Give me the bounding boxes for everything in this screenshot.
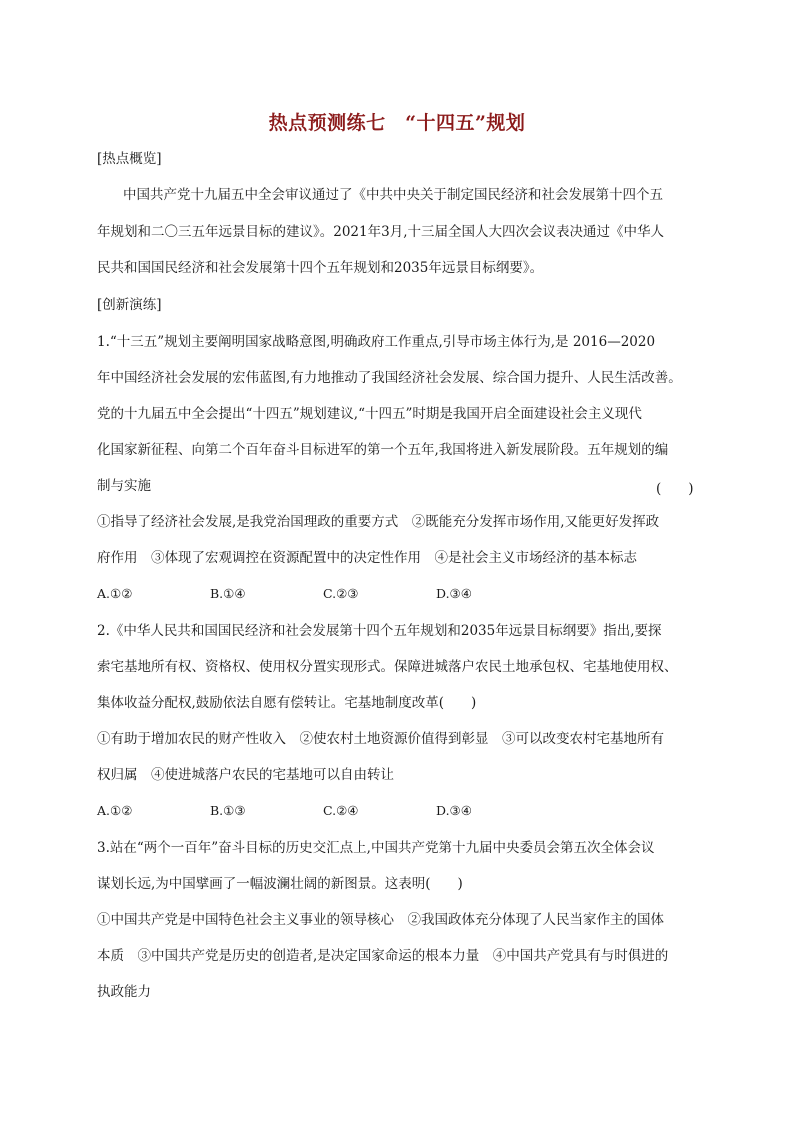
- option-d: D.③④: [436, 803, 472, 818]
- option-c: C.②④: [323, 803, 359, 818]
- question-1-statement: 府作用 ③体现了宏观调控在资源配置中的决定性作用 ④是社会主义市场经济的基本标志: [97, 550, 637, 566]
- option-c: C.②③: [323, 586, 359, 601]
- question-3-statement: ①中国共产党是中国特色社会主义事业的领导核心 ②我国政体充分体现了人民当家作主的国体: [97, 912, 664, 928]
- question-2-options: [97, 803, 472, 818]
- question-1-line: 化国家新征程、向第二个百年奋斗目标进军的第一个五年,我国将进入新发展阶段。五年规划的编: [97, 442, 669, 458]
- option-b: B.①③: [210, 803, 246, 818]
- option-b: B.①④: [210, 586, 246, 601]
- overview-line: 民共和国国民经济和社会发展第十四个五年规划和2035年远景目标纲要》。: [97, 260, 544, 276]
- overview-line: 年规划和二〇三五年远景目标的建议》。2021年3月,十三届全国人大四次会议表决通过《中华人: [97, 224, 664, 240]
- question-3-line: 3.站在“两个一百年”奋斗目标的历史交汇点上,中国共产党第十九届中央委员会第五次全体会议: [97, 840, 655, 856]
- question-2-line: 2.《中华人民共和国国民经济和社会发展第十四个五年规划和2035年远景目标纲要》指出,要探: [97, 623, 662, 639]
- question-3-statement: 执政能力: [97, 984, 151, 1000]
- question-2-line: 集体收益分配权,鼓励依法自愿有偿转让。宅基地制度改革( ): [97, 695, 477, 711]
- question-3-statement: 本质 ③中国共产党是历史的创造者,是决定国家命运的根本力量 ④中国共产党具有与时俱进的: [97, 948, 669, 964]
- question-1-options: [97, 586, 472, 601]
- option-a: A.①②: [97, 803, 133, 818]
- page-title: 热点预测练七 “十四五”规划: [268, 112, 526, 134]
- question-1-line: 年中国经济社会发展的宏伟蓝图,有力地推动了我国经济社会发展、综合国力提升、人民生活改善。: [97, 370, 682, 386]
- question-1-line: 党的十九届五中全会提出“十四五”规划建议,“十四五”时期是我国开启全面建设社会主义现代: [97, 406, 642, 422]
- option-d: D.③④: [436, 586, 472, 601]
- question-1-line: 制与实施: [97, 478, 151, 494]
- overview-label: [热点概览]: [97, 151, 162, 167]
- question-1-statement: ①指导了经济社会发展,是我党治国理政的重要方式 ②既能充分发挥市场作用,又能更好发挥政: [97, 514, 660, 530]
- question-2-statement: 权归属 ④使进城落户农民的宅基地可以自由转让: [97, 767, 394, 783]
- practice-label: [创新演练]: [97, 297, 162, 313]
- question-3-line: 谋划长远,为中国擘画了一幅波澜壮阔的新图景。这表明( ): [97, 876, 463, 892]
- question-1-line: 1.“十三五”规划主要阐明国家战略意图,明确政府工作重点,引导市场主体行为,是 2016—2020: [97, 334, 656, 350]
- question-2-statement: ①有助于增加农民的财产性收入 ②使农村土地资源价值得到彰显 ③可以改变农村宅基地所有: [97, 731, 664, 747]
- overview-line: 中国共产党十九届五中全会审议通过了《中共中央关于制定国民经济和社会发展第十四个五: [123, 187, 663, 203]
- question-2-line: 索宅基地所有权、资格权、使用权分置实现形式。保障进城落户农民土地承包权、宅基地使用权、: [97, 659, 678, 675]
- question-1-answer-blank: ( ): [656, 481, 694, 497]
- option-a: A.①②: [97, 586, 133, 601]
